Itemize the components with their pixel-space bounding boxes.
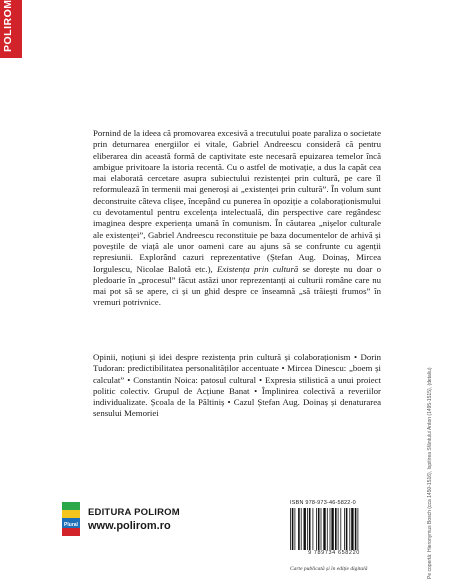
publisher-name: EDITURA POLIROM <box>88 506 180 518</box>
contents-paragraph: Opinii, noțiuni și idei despre rezistența prin cultură și colaboraționism • Dorin Tudoran: predictibilitatea personalităților accentuate • Mircea Dinescu: „boem și calculat” • Constantin Noica: patosul cultural • Expresia stilistică a unui proiect politic colectiv. Grupul de Acțiune Banat • Împlinirea colectivă a reveriilor individualizate. Școala de la Păltiniș • Cazul Ștefan Aug. Doinaș și denaturarea sensului Memoriei <box>93 352 381 419</box>
blurb-paragraph <box>93 128 381 309</box>
polirom-logo <box>0 0 22 58</box>
publisher-block <box>60 502 180 536</box>
digital-edition-note: Carte publicată și în ediție digitală <box>290 566 368 572</box>
polirom-logo-text: POLIROM <box>2 0 14 52</box>
book-title-italic: Existența prin cultură <box>217 263 299 274</box>
plural-logo-icon <box>60 502 82 536</box>
barcode-icon <box>288 508 380 550</box>
svg-text:Plural: Plural <box>64 522 78 528</box>
blurb-text-end: se dorește nu doar o pledoarie în „procesul” făcut astăzi unor reprezentanți ai culturii române care nu mai pot să se apere, ci și un ghid despre ce înseamnă „să trăiești frumos” în vremuri potrivnice. <box>93 263 381 308</box>
barcode-digits: 9 789734 658220 <box>308 550 360 556</box>
isbn-label: ISBN 978-973-46-5822-0 <box>290 500 356 506</box>
blurb-text: Pornind de la ideea că promovarea excesivă a trecutului poate paraliza o societate prin deturnarea energiilor ei vitale, Gabriel Andreescu consideră că pentru eliberarea din această formă de captivitate este necesară epuizarea temelor încă ambigue privitoare la istoria recentă. Cu o astfel de motivație, a dus la capăt cea mai elaborată cercetare asupra subiectului rezistenței prin cultură, pe care îl reformulează în termenii mai generoși ai „existenței prin cultură”. În volum sunt deconstruite câteva clișee, începând cu punerea în opoziție a colaboraționismului cu devotamentul pentru excelența intelectuală, din perspective care regândesc imaginea despre experiența umană în comunism. În căutarea „nișelor culturale ale existenței”, Gabriel Andreescu reconstituie pe baza documentelor de arhivă și poveștile de viață ale unor oameni care au ajuns să se confrunte cu agenții represiunii. Explorând cazuri reprezentative (Ștefan Aug. Doinaș, Mircea Iorgulescu, Nicolae Balotă etc.), <box>93 128 381 274</box>
publisher-url: www.polirom.ro <box>88 519 171 532</box>
cover-credit: Pe copertă: Hieronymus Bosch (cca 1450-1516), Ispitirea Sfântului Anton (1495-1515), (detaliu) <box>427 367 433 579</box>
